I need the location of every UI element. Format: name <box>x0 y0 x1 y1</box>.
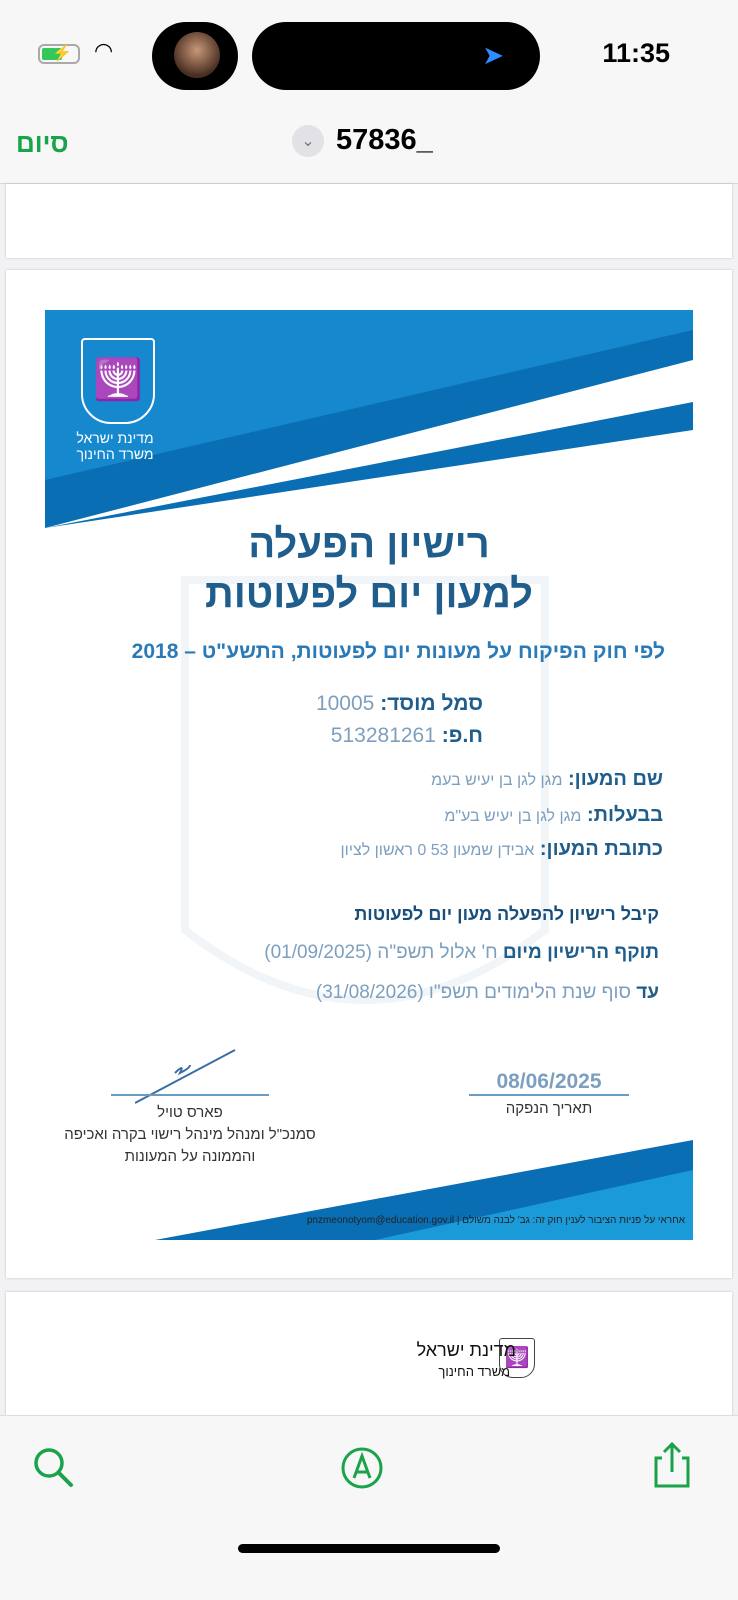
done-button[interactable]: סיום <box>16 128 69 158</box>
pdf-page-3 <box>6 1292 732 1422</box>
share-icon[interactable] <box>650 1440 694 1490</box>
owner: בבעלות: מגן לגן בן יעיש בע"מ <box>444 804 663 826</box>
emblem-caption: מדינת ישראל משרד החינוך <box>76 430 154 462</box>
subtitle: לפי חוק הפיקוח על מעונות יום לפעוטות, התשע"ט – 2018 <box>131 640 665 663</box>
header-line-2: משרד החינוך <box>438 1364 510 1379</box>
state-emblem-icon: 🕎 <box>499 1338 535 1378</box>
document-title: 57836_ <box>336 124 433 156</box>
location-arrow-icon: ➤ <box>482 40 504 70</box>
wifi-icon: ◠ <box>94 38 114 63</box>
live-activity <box>152 22 238 90</box>
issue-date: 08/06/2025 <box>469 1070 629 1096</box>
status-bar <box>0 0 738 110</box>
institution-code: סמל מוסד: 10005 <box>315 692 483 715</box>
signature-line <box>111 1094 269 1096</box>
avatar <box>174 32 220 78</box>
company-number: ח.פ: 513281261 <box>330 724 483 747</box>
daycare-name: שם המעון: מגן לגן בן יעיש בעמ <box>431 768 663 790</box>
state-emblem-icon: 🕎 <box>81 338 155 424</box>
document-title-menu[interactable] <box>292 124 433 157</box>
battery-icon: ⚡ <box>38 44 80 64</box>
markup-icon[interactable] <box>340 1446 384 1490</box>
certificate <box>45 310 693 1240</box>
header-line-1: מדינת ישראל <box>416 1340 516 1360</box>
address: כתובת המעון: אבידן שמעון 53 0 ראשון לציון <box>340 838 663 860</box>
chevron-down-icon[interactable]: ⌄ <box>292 125 324 157</box>
valid-from: תוקף הרישיון מיום ח' אלול תשפ"ה (01/09/2025) <box>264 942 659 963</box>
signature <box>135 1045 275 1105</box>
title-line-1: רישיון הפעלה <box>248 522 490 566</box>
title-line-2: למעון יום לפעוטות <box>204 572 533 616</box>
dynamic-island <box>252 22 540 90</box>
pdf-page-1 <box>6 184 732 258</box>
signer-block: פארס טויל סמנכ"ל ומנהל מינהל רישוי בקרה ואכיפה והממונה על המעונות <box>64 1104 316 1165</box>
issue-date-label: תאריך הנפקה <box>505 1100 593 1117</box>
received-license: קיבל רישיון להפעלה מעון יום לפעוטות <box>354 904 659 924</box>
search-icon[interactable] <box>32 1446 76 1490</box>
footer-contact: אחראי על פניות הציבור לענין חוק זה: גב' לבנה משולם | pnzmeonotyom@education.gov.il <box>306 1215 685 1226</box>
clock: 11:35 <box>602 38 670 68</box>
home-indicator[interactable] <box>238 1544 500 1553</box>
nav-bar <box>0 110 738 184</box>
bottom-toolbar <box>0 1415 738 1600</box>
valid-until: עד סוף שנת הלימודים תשפ"ו (31/08/2026) <box>315 982 659 1003</box>
